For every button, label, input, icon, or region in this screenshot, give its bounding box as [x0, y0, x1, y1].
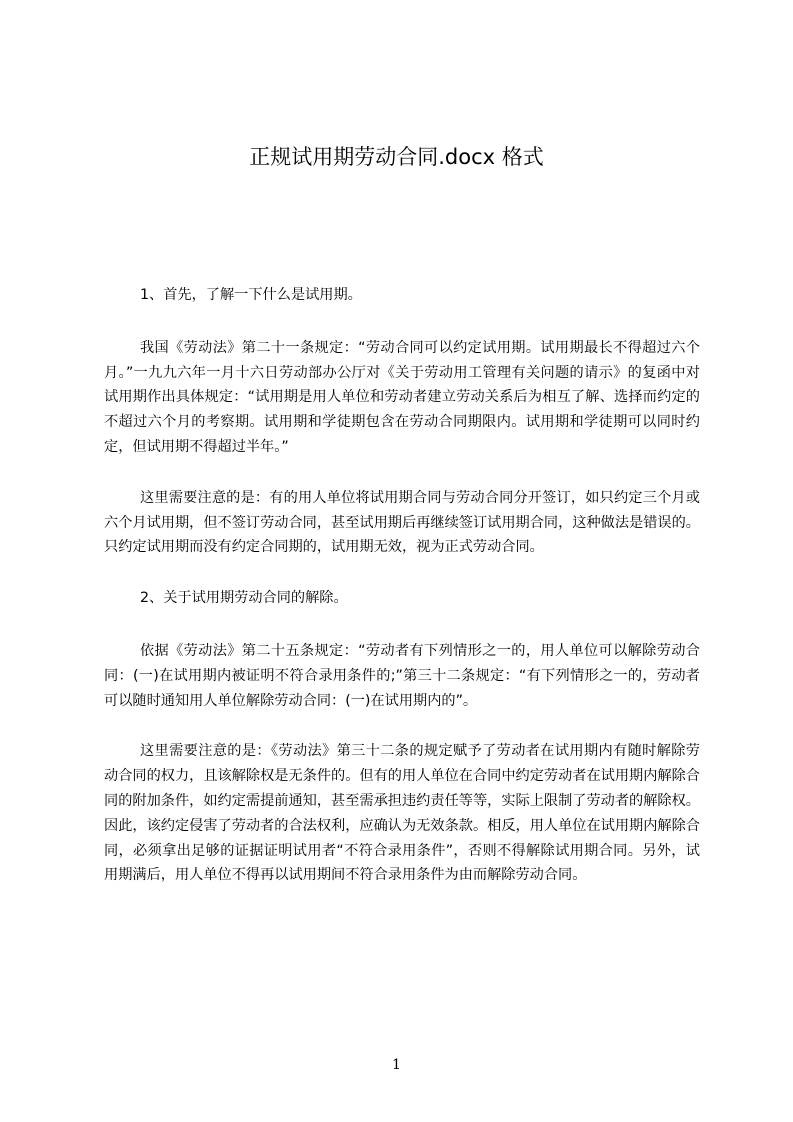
paragraph-termination-rights-note: 这里需要注意的是：《劳动法》第三十二条的规定赋予了劳动者在试用期内有随时解除劳动合同的权力，且该解除权是无条件的。但有的用人单位在合同中约定劳动者在试用期内解除合同的附加条件，如约定需提前通知，甚至需承担违约责任等等，实际上限制了劳动者的解除权。因此，该约定侵害了劳动者的合法权利，应确认为无效条款。相反，用人单位在试用期内解除合同，必须拿出足够的证据证明试用者“不符合录用条件”，否则不得解除试用期合同。另外，试用期满后，用人单位不得再以试用期间不符合录用条件为由而解除劳动合同。 — [104, 743, 700, 884]
paragraph-labor-law-article-21: 我国《劳动法》第二十一条规定：“劳动合同可以约定试用期。试用期最长不得超过六个月。”一九九六年一月十六日劳动部办公厅对《关于劳动用工管理有关问题的请示》的复函中对试用期作出具体规定：“试用期是用人单位和劳动者建立劳动关系后为相互了解、选择而约定的不超过六个月的考察期。试用期和学徒期包含在劳动合同期限内。试用期和学徒期可以同时约定，但试用期不得超过半年。” — [104, 339, 700, 455]
section-heading-contract-termination: 2、关于试用期劳动合同的解除。 — [140, 590, 348, 607]
paragraph-labor-law-article-25: 依据《劳动法》第二十五条规定：“劳动者有下列情形之一的，用人单位可以解除劳动合同：(一)在试用期内被证明不符合录用条件的;”第三十二条规定：“有下列情形之一的，劳动者可以随时通知用人单位解除劳动合同：(一)在试用期内的”。 — [104, 642, 700, 709]
paragraph-separate-contract-note: 这里需要注意的是：有的用人单位将试用期合同与劳动合同分开签订，如只约定三个月或六个月试用期，但不签订劳动合同，甚至试用期后再继续签订试用期合同，这种做法是错误的。只约定试用期而没有约定合同期的，试用期无效，视为正式劳动合同。 — [104, 489, 700, 556]
section-heading-trial-period: 1、首先，了解一下什么是试用期。 — [140, 287, 362, 303]
page-number: 1 — [392, 1057, 401, 1073]
document-body — [104, 283, 700, 914]
document-title: 正规试用期劳动合同.docx 格式 — [249, 145, 544, 169]
